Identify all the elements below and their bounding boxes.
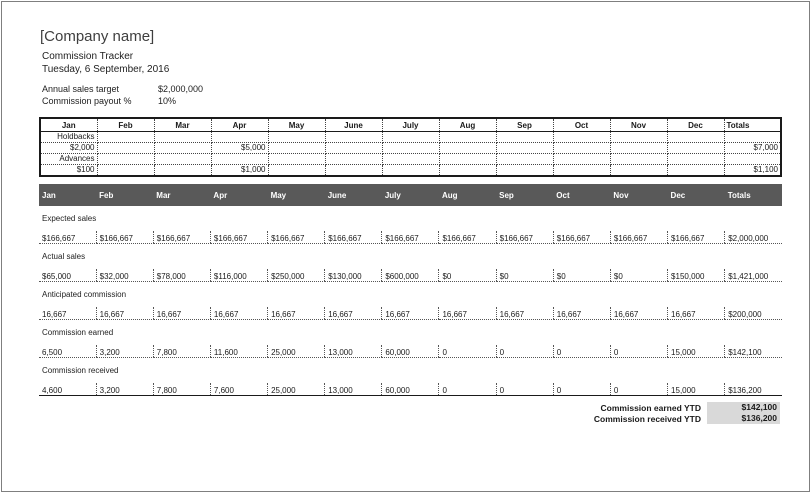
grid-cell[interactable] <box>325 154 382 165</box>
worksheet-page <box>1 1 810 492</box>
grid-cell[interactable]: $1,100 <box>724 165 781 177</box>
tracker-header-aug: Aug <box>439 184 496 206</box>
grid-cell[interactable] <box>268 132 325 143</box>
value-cell[interactable]: 7,800 <box>153 345 210 358</box>
section-label-row <box>39 206 782 231</box>
grid-cell[interactable] <box>97 154 154 165</box>
value-cell[interactable]: 3,200 <box>96 383 153 396</box>
value-cell[interactable]: $150,000 <box>668 269 725 282</box>
column-header-dec: Dec <box>667 118 724 132</box>
grid-cell[interactable] <box>667 154 724 165</box>
column-header-nov: Nov <box>610 118 667 132</box>
grid-cell[interactable] <box>496 165 553 177</box>
value-cell[interactable]: $166,667 <box>153 231 210 244</box>
value-cell[interactable]: 0 <box>496 345 553 358</box>
grid-cell[interactable] <box>496 143 553 154</box>
value-cell[interactable]: $78,000 <box>153 269 210 282</box>
tracker-header-feb: Feb <box>96 184 153 206</box>
value-cell[interactable]: $166,667 <box>553 231 610 244</box>
column-header-mar: Mar <box>154 118 211 132</box>
grid-cell[interactable] <box>268 154 325 165</box>
section-label: Commission received <box>42 366 119 375</box>
grid-cell[interactable] <box>610 143 667 154</box>
value-cell[interactable]: $250,000 <box>268 269 325 282</box>
value-cell[interactable]: $0 <box>439 269 496 282</box>
column-header-feb: Feb <box>97 118 154 132</box>
value-cell[interactable]: 0 <box>439 383 496 396</box>
section-label-row <box>39 320 782 346</box>
value-cell[interactable]: 15,000 <box>668 345 725 358</box>
value-cell[interactable]: 0 <box>553 383 610 396</box>
section-label-row <box>39 282 782 308</box>
value-cell[interactable]: 16,667 <box>39 307 96 320</box>
section-values-row <box>39 307 782 320</box>
value-cell[interactable]: $32,000 <box>96 269 153 282</box>
tracker-header-jan: Jan <box>39 184 96 206</box>
holdbacks-row <box>40 154 781 165</box>
section-label: Commission earned <box>42 328 114 337</box>
grid-cell[interactable] <box>439 143 496 154</box>
value-cell[interactable]: 7,600 <box>210 383 267 396</box>
payout-label: Commission payout % <box>42 96 132 106</box>
section-label-row <box>39 358 782 384</box>
section-values-row <box>39 269 782 282</box>
value-cell[interactable]: $166,667 <box>496 231 553 244</box>
value-cell[interactable]: $166,667 <box>210 231 267 244</box>
grid-cell[interactable] <box>553 132 610 143</box>
value-cell[interactable]: $166,667 <box>610 231 667 244</box>
holdbacks-row <box>40 132 781 143</box>
column-header-may: May <box>268 118 325 132</box>
value-cell[interactable]: 4,600 <box>39 383 96 396</box>
grid-cell[interactable] <box>439 132 496 143</box>
section-label-row <box>39 244 782 270</box>
value-cell[interactable]: 0 <box>610 345 667 358</box>
earned-ytd-value[interactable]: $142,100 <box>707 402 780 413</box>
value-cell[interactable]: 0 <box>610 383 667 396</box>
value-cell[interactable]: $0 <box>553 269 610 282</box>
page-title: Commission Tracker <box>42 51 134 62</box>
ytd-summary <box>571 402 780 424</box>
value-cell[interactable]: 16,667 <box>210 307 267 320</box>
company-name[interactable]: [Company name] <box>40 28 155 45</box>
tracker-header-june: June <box>325 184 382 206</box>
column-header-jan: Jan <box>40 118 97 132</box>
grid-cell[interactable] <box>154 154 211 165</box>
value-cell[interactable]: 16,667 <box>382 307 439 320</box>
tracker-header-apr: Apr <box>210 184 267 206</box>
value-cell[interactable]: $0 <box>610 269 667 282</box>
grid-cell[interactable]: Advances <box>40 154 97 165</box>
grid-cell[interactable]: Holdbacks <box>40 132 97 143</box>
value-cell[interactable]: 13,000 <box>325 383 382 396</box>
value-cell[interactable]: 16,667 <box>496 307 553 320</box>
value-cell[interactable]: $142,100 <box>725 345 782 358</box>
value-cell[interactable]: 6,500 <box>39 345 96 358</box>
value-cell[interactable]: 16,667 <box>325 307 382 320</box>
received-ytd-value[interactable]: $136,200 <box>707 413 780 424</box>
tracker-header-july: July <box>382 184 439 206</box>
section-values-row <box>39 383 782 396</box>
tracker-header-dec: Dec <box>668 184 725 206</box>
grid-cell[interactable] <box>724 132 781 143</box>
grid-cell[interactable]: $7,000 <box>724 143 781 154</box>
grid-cell[interactable] <box>553 165 610 177</box>
grid-cell[interactable] <box>211 154 268 165</box>
grid-cell[interactable] <box>496 132 553 143</box>
column-header-aug: Aug <box>439 118 496 132</box>
value-cell[interactable]: 3,200 <box>96 345 153 358</box>
grid-cell[interactable] <box>154 132 211 143</box>
column-header-apr: Apr <box>211 118 268 132</box>
section-label: Expected sales <box>42 214 97 223</box>
grid-cell[interactable] <box>325 132 382 143</box>
grid-cell[interactable] <box>211 132 268 143</box>
column-header-totals: Totals <box>724 118 781 132</box>
grid-cell[interactable]: $1,000 <box>211 165 268 177</box>
sales-target-label: Annual sales target <box>42 84 120 94</box>
tracker-header-may: May <box>268 184 325 206</box>
value-cell[interactable]: 11,600 <box>210 345 267 358</box>
grid-cell[interactable] <box>610 132 667 143</box>
value-cell[interactable]: 0 <box>496 383 553 396</box>
column-header-oct: Oct <box>553 118 610 132</box>
grid-cell[interactable] <box>439 165 496 177</box>
value-cell[interactable]: $600,000 <box>382 269 439 282</box>
tracker-header-sep: Sep <box>496 184 553 206</box>
grid-cell[interactable] <box>382 154 439 165</box>
tracker-header-mar: Mar <box>153 184 210 206</box>
value-cell[interactable]: $136,200 <box>725 383 782 396</box>
grid-cell[interactable]: $100 <box>40 165 97 177</box>
section-label: Anticipated commission <box>42 290 127 299</box>
value-cell[interactable]: $166,667 <box>382 231 439 244</box>
value-cell[interactable]: $166,667 <box>39 231 96 244</box>
column-header-july: July <box>382 118 439 132</box>
value-cell[interactable]: $1,421,000 <box>725 269 782 282</box>
grid-cell[interactable] <box>667 143 724 154</box>
value-cell[interactable]: $65,000 <box>39 269 96 282</box>
grid-cell[interactable] <box>553 143 610 154</box>
value-cell[interactable]: 16,667 <box>610 307 667 320</box>
tracker-header-nov: Nov <box>610 184 667 206</box>
tracker-header-totals: Totals <box>725 184 782 206</box>
grid-cell[interactable] <box>382 165 439 177</box>
value-cell[interactable]: $2,000,000 <box>725 231 782 244</box>
value-cell[interactable]: 16,667 <box>668 307 725 320</box>
grid-cell[interactable] <box>97 132 154 143</box>
holdbacks-row <box>40 165 781 177</box>
commission-tracker-table <box>39 184 782 396</box>
grid-cell[interactable] <box>154 165 211 177</box>
earned-ytd-label: Commission earned YTD <box>600 402 701 413</box>
grid-cell[interactable] <box>97 143 154 154</box>
value-cell[interactable]: $166,667 <box>668 231 725 244</box>
value-cell[interactable]: 16,667 <box>268 307 325 320</box>
sales-target-value[interactable]: $2,000,000 <box>158 84 204 94</box>
holdbacks-row <box>40 143 781 154</box>
value-cell[interactable]: 16,667 <box>553 307 610 320</box>
value-cell[interactable]: $116,000 <box>210 269 267 282</box>
value-cell[interactable]: 7,800 <box>153 383 210 396</box>
grid-cell[interactable] <box>610 165 667 177</box>
earned-ytd-row <box>571 402 780 413</box>
value-cell[interactable]: $166,667 <box>268 231 325 244</box>
report-date: Tuesday, 6 September, 2016 <box>42 64 170 75</box>
holdbacks-advances-table <box>39 117 782 177</box>
value-cell[interactable]: $166,667 <box>96 231 153 244</box>
value-cell[interactable]: $166,667 <box>325 231 382 244</box>
grid-cell[interactable] <box>325 143 382 154</box>
grid-cell[interactable] <box>667 165 724 177</box>
value-cell[interactable]: 16,667 <box>96 307 153 320</box>
grid-cell[interactable] <box>325 165 382 177</box>
grid-cell[interactable] <box>268 143 325 154</box>
grid-cell[interactable] <box>382 143 439 154</box>
value-cell[interactable]: 16,667 <box>439 307 496 320</box>
grid-cell[interactable] <box>154 143 211 154</box>
value-cell[interactable]: $130,000 <box>325 269 382 282</box>
received-ytd-row <box>571 413 780 424</box>
value-cell[interactable]: 0 <box>439 345 496 358</box>
value-cell[interactable]: $166,667 <box>439 231 496 244</box>
value-cell[interactable]: 16,667 <box>153 307 210 320</box>
received-ytd-label: Commission received YTD <box>593 413 701 424</box>
grid-cell[interactable] <box>382 132 439 143</box>
value-cell[interactable]: 25,000 <box>268 383 325 396</box>
value-cell[interactable]: $200,000 <box>725 307 782 320</box>
grid-cell[interactable] <box>439 154 496 165</box>
grid-cell[interactable] <box>553 154 610 165</box>
grid-cell[interactable] <box>610 154 667 165</box>
section-values-row <box>39 231 782 244</box>
grid-cell[interactable] <box>667 132 724 143</box>
value-cell[interactable]: 0 <box>553 345 610 358</box>
grid-cell[interactable]: $5,000 <box>211 143 268 154</box>
value-cell[interactable]: 25,000 <box>268 345 325 358</box>
grid-cell[interactable] <box>268 165 325 177</box>
tracker-header-oct: Oct <box>553 184 610 206</box>
grid-cell[interactable] <box>496 154 553 165</box>
column-header-sep: Sep <box>496 118 553 132</box>
section-values-row <box>39 345 782 358</box>
grid-cell[interactable] <box>97 165 154 177</box>
value-cell[interactable]: $0 <box>496 269 553 282</box>
value-cell[interactable]: 15,000 <box>668 383 725 396</box>
value-cell[interactable]: 60,000 <box>382 345 439 358</box>
value-cell[interactable]: 13,000 <box>325 345 382 358</box>
grid-cell[interactable]: $2,000 <box>40 143 97 154</box>
section-label: Actual sales <box>42 252 86 261</box>
value-cell[interactable]: 60,000 <box>382 383 439 396</box>
column-header-june: June <box>325 118 382 132</box>
grid-cell[interactable] <box>724 154 781 165</box>
payout-value[interactable]: 10% <box>158 96 177 106</box>
